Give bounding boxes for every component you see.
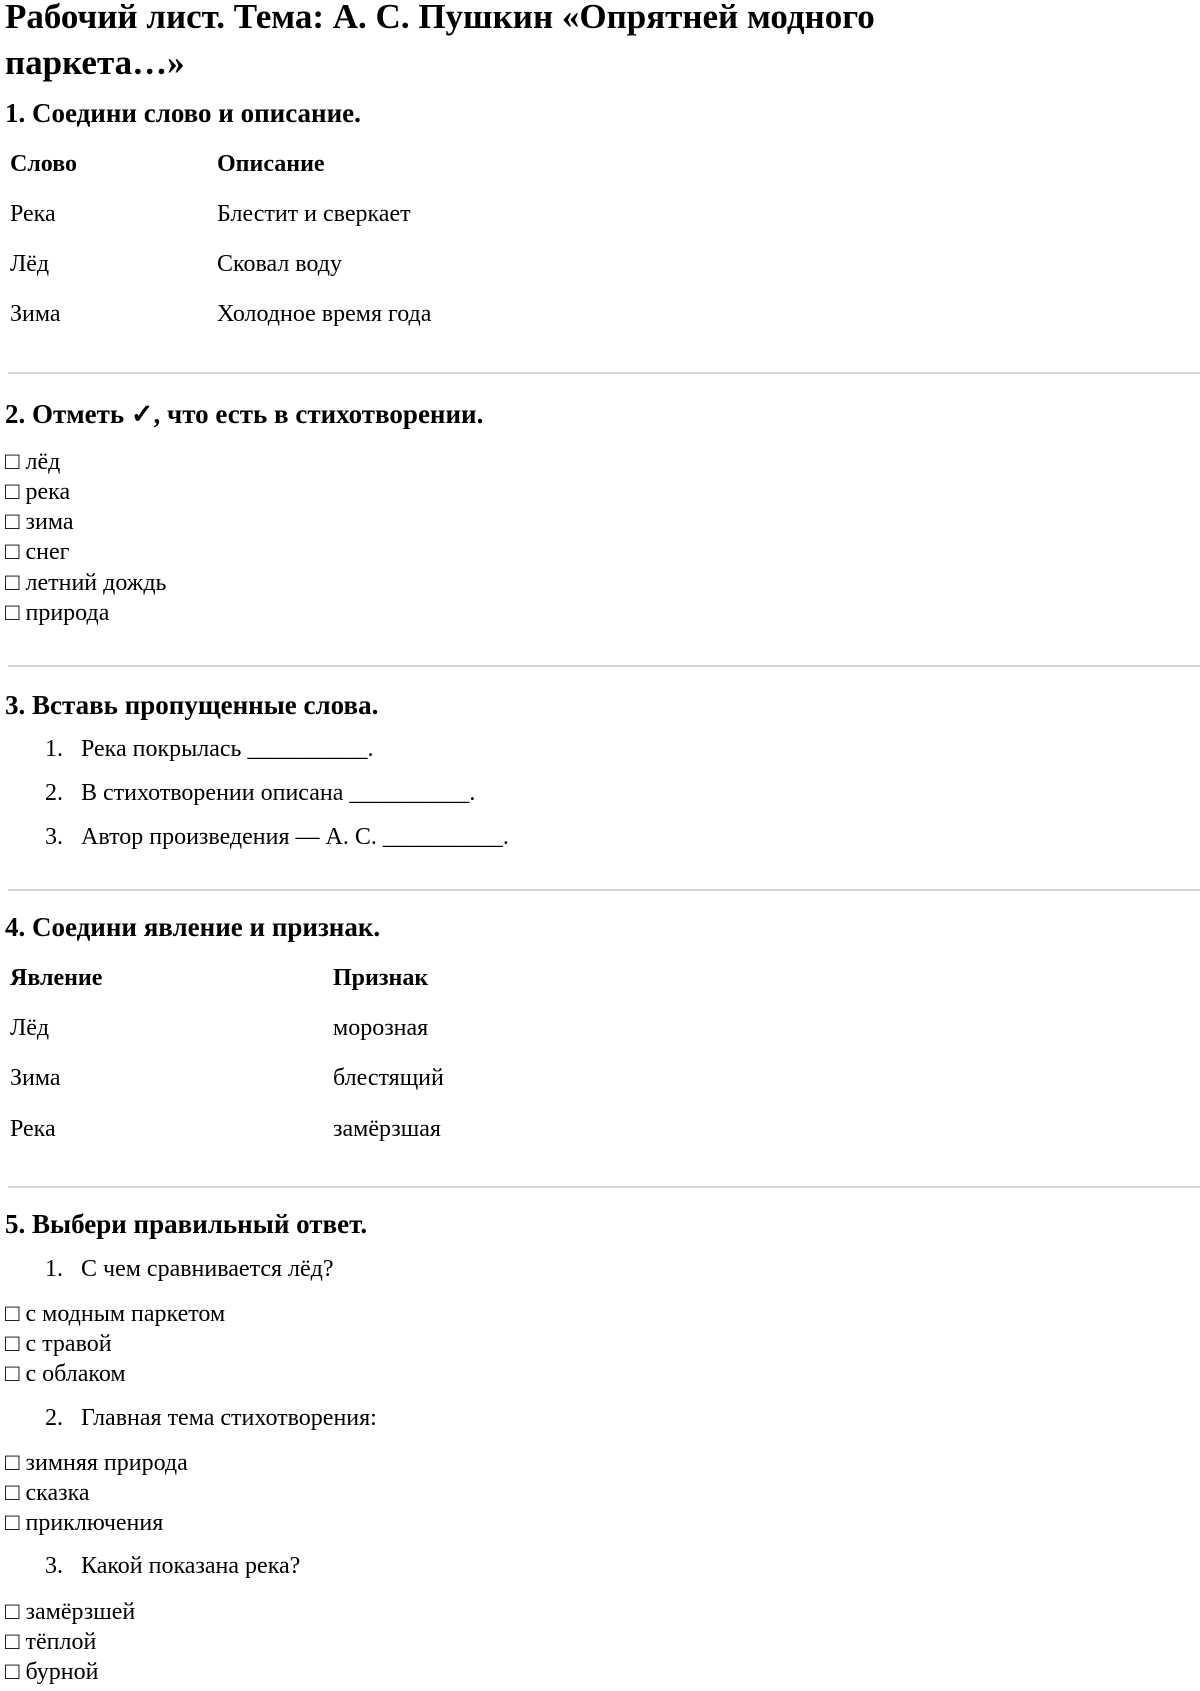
- fill-in-item: [45, 780, 475, 807]
- section-1-heading: 1. Соедини слово и описание.: [5, 98, 361, 128]
- checkbox-option[interactable]: □ лёд: [5, 449, 61, 475]
- fill-in-text: Река покрылась __________.: [81, 736, 374, 762]
- table-1-cell-word: Лёд: [10, 251, 50, 277]
- table-2-cell-attribute: морозная: [333, 1015, 429, 1041]
- answer-option[interactable]: □ с облаком: [5, 1361, 126, 1387]
- answer-option[interactable]: □ сказка: [5, 1480, 90, 1506]
- table-2-cell-phenomenon: Лёд: [10, 1015, 50, 1041]
- table-2-cell-attribute: блестящий: [333, 1065, 444, 1091]
- table-1-cell-description: Сковал воду: [217, 251, 342, 277]
- page-title-line-1: Рабочий лист. Тема: А. С. Пушкин «Опрятней модного: [5, 0, 875, 36]
- fill-in-text: Автор произведения — А. С. __________.: [81, 824, 509, 850]
- section-2-heading: 2. Отметь ✓, что есть в стихотворении.: [5, 399, 484, 429]
- table-1-cell-word: Река: [10, 201, 56, 227]
- section-divider: [8, 372, 1200, 374]
- section-4-heading: 4. Соедини явление и признак.: [5, 912, 381, 942]
- checkbox-option[interactable]: □ снег: [5, 539, 70, 565]
- answer-option[interactable]: □ с травой: [5, 1331, 112, 1357]
- section-divider: [8, 889, 1200, 891]
- fill-in-item: [45, 736, 374, 763]
- question-text: Главная тема стихотворения:: [81, 1405, 377, 1431]
- section-divider: [8, 1186, 1200, 1188]
- answer-option[interactable]: □ тёплой: [5, 1629, 97, 1655]
- table-1-cell-description: Холодное время года: [217, 301, 432, 327]
- list-number: 1.: [45, 1256, 63, 1282]
- answer-option[interactable]: □ бурной: [5, 1659, 99, 1685]
- table-2-cell-attribute: замёрзшая: [333, 1116, 441, 1142]
- list-number: 2.: [45, 780, 63, 806]
- question-text: Какой показана река?: [81, 1553, 301, 1579]
- list-number: 1.: [45, 736, 63, 762]
- checkbox-option[interactable]: □ природа: [5, 600, 110, 626]
- answer-option[interactable]: □ зимняя природа: [5, 1450, 188, 1476]
- section-5-heading: 5. Выбери правильный ответ.: [5, 1209, 368, 1239]
- fill-in-item: [45, 824, 509, 851]
- list-number: 3.: [45, 1553, 63, 1579]
- list-number: 2.: [45, 1405, 63, 1431]
- section-divider: [8, 665, 1200, 667]
- question-item: [45, 1553, 300, 1580]
- table-1-cell-description: Блестит и сверкает: [217, 201, 411, 227]
- table-2-header-attribute: Признак: [333, 965, 429, 991]
- table-1-cell-word: Зима: [10, 301, 61, 327]
- answer-option[interactable]: □ приключения: [5, 1510, 164, 1536]
- page-title-line-2: паркета…»: [5, 43, 185, 82]
- section-3-heading: 3. Вставь пропущенные слова.: [5, 690, 379, 720]
- checkbox-option[interactable]: □ река: [5, 479, 71, 505]
- table-1-header-description: Описание: [217, 151, 325, 177]
- answer-option[interactable]: □ с модным паркетом: [5, 1301, 226, 1327]
- question-text: С чем сравнивается лёд?: [81, 1256, 334, 1282]
- table-2-cell-phenomenon: Река: [10, 1116, 56, 1142]
- table-1-header-word: Слово: [10, 151, 77, 177]
- checkbox-option[interactable]: □ зима: [5, 509, 74, 535]
- table-2-header-phenomenon: Явление: [10, 965, 103, 991]
- fill-in-text: В стихотворении описана __________.: [81, 780, 476, 806]
- list-number: 3.: [45, 824, 63, 850]
- question-item: [45, 1405, 377, 1432]
- question-item: [45, 1256, 334, 1283]
- answer-option[interactable]: □ замёрзшей: [5, 1599, 136, 1625]
- table-2-cell-phenomenon: Зима: [10, 1065, 61, 1091]
- checkbox-option[interactable]: □ летний дождь: [5, 570, 167, 596]
